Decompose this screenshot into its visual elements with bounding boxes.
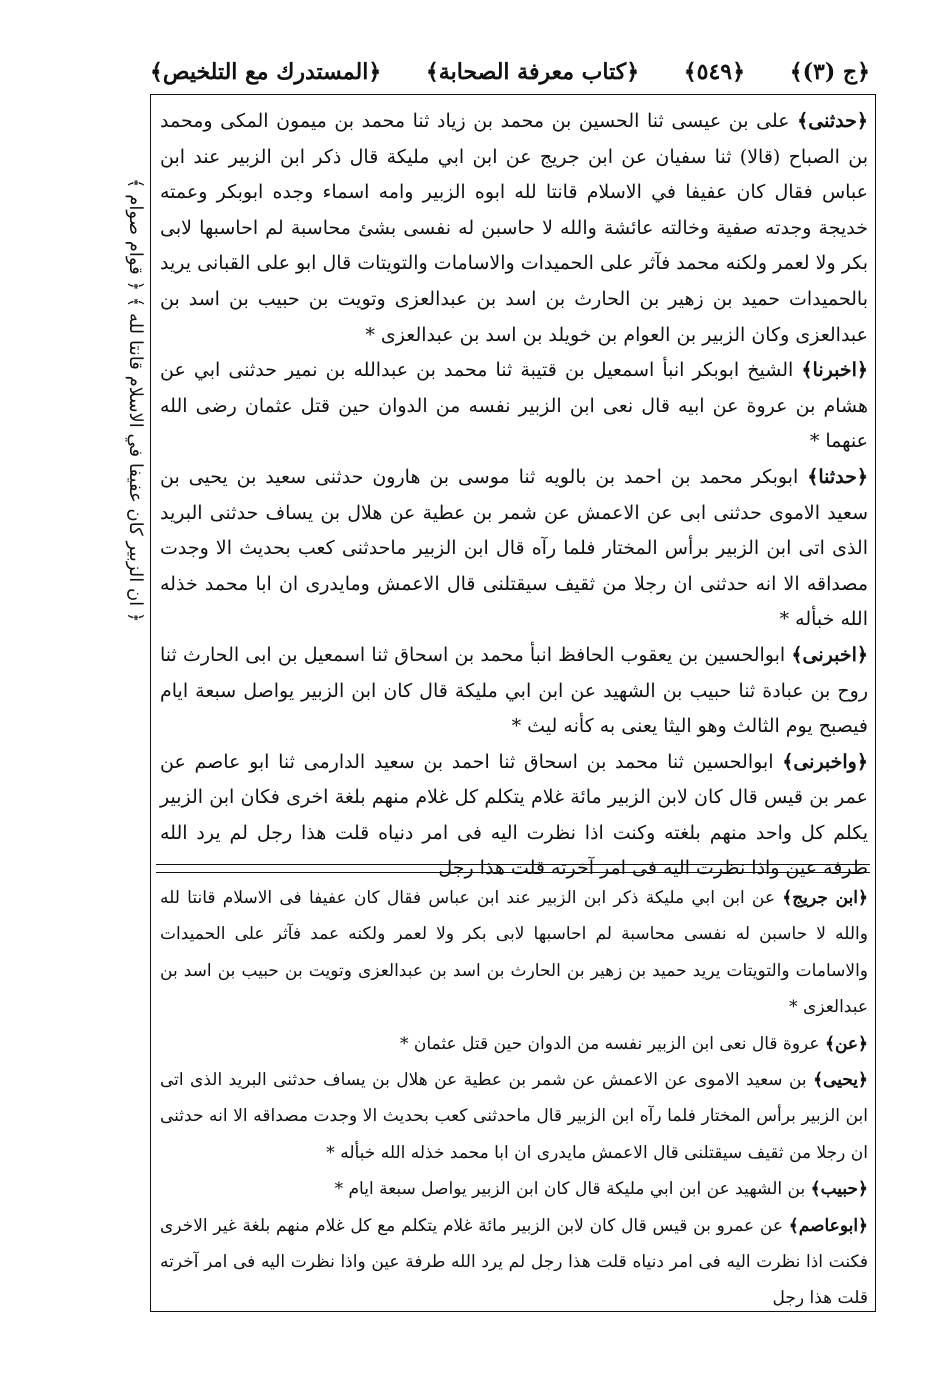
main-text [160,104,868,887]
note-text: عن عمرو بن قيس قال كان لابن الزبير مائة غلام يتكلم مع كل غلام منهم بلغة غير الاخرى فكنت اذا نظرت اليه فى امر دنياه قلت هذا رجل لم يرد الله طرفة عين واذا نظرت اليه فى امر آخرته قلت هذا رجل [160,1215,868,1309]
paragraph-label: ﴿واخبرنى﴾ [782,750,868,773]
running-header [150,50,870,94]
paragraph-text: ابوالحسين بن يعقوب الحافظ انبأ محمد بن اسحاق ثنا اسمعيل بن ابى الحارث ثنا روح بن عبادة ثنا حبيب بن الشهيد عن ابن ابي مليكة قال كان ابن الزبير يواصل سبعة ايام فيصبح يوم الثالث وهو اليثا يعنى به كأنه ليث * [160,643,868,738]
paragraph-label: ﴿اخبرنى﴾ [791,643,868,666]
hadith-paragraph [160,638,868,745]
note-text: عن ابن ابي مليكة ذكر ابن الزبير عند ابن عباس فقال كان عفيفا فى الاسلام قانتا لله والله لا حاسبن له نفسى محاسبة لم احاسبها لابى بكر ولا لعمر ولكنه عمد فآثر على الحميدات والاسامات والتويتات يريد حميد بن زهير بن الحارث بن اسد بن عبدالعزى وتويت بن حبيب بن اسد بن عبدالعزى * [160,888,868,1018]
note-label: ﴿حبيب﴾ [810,1179,868,1200]
paragraph-text: ابوالحسين ثنا محمد بن اسحاق ثنا احمد بن سعيد الدارمى ثنا ابو عاصم عن عمر بن قيس قال كان لابن الزبير مائة غلام يتكلم كل غلام منهم بلغة اخرى فكان ابن الزبير يكلم كل واحد منهم بلغته وكنت اذا نظرت اليه فى امر دنياه قلت هذا رجل لم يرد الله طرفة عين واذا نظرت اليه فى امر آخرته قلت هذا رجل [160,750,868,880]
paragraph-label: ﴿اخبرنا﴾ [801,359,868,382]
note-text: عروة قال نعى ابن الزبير نفسه من الدوان حين قتل عثمان * [399,1033,820,1054]
hadith-paragraph [160,460,868,638]
note-paragraph [160,1062,868,1171]
margin-note: ﴿ ان الزبير كان عفيفا في الاسلام قانتا لله ﴾ ﴿ قوام صوام ﴾ [125,177,146,623]
header-page-number: ﴿٥٤٩﴾ [683,59,746,85]
paragraph-text: على بن عيسى ثنا الحسين بن محمد بن زياد ثنا محمد بن ميمون المكى ومحمد بن الصباح (قالا) ثنا سفيان عن ابن جريج عن ابن ابي مليكة قال ذكر ابن الزبير عند ابن عباس فقال كان عفيفا في الاسلام قانتا لله ابوه الزبير وامه اسماء وجده ابوبكر وعمته خديجة وجدته صفية وخالته عائشة والله لا حاسبن له نفسى بشئ محاسبة لم احاسبها لابى بكر ولا لعمر ولكنه محمد فآثر على الحميدات والاسامات والتويتات قال ابو على القبانى يريد بالحميدات حميد بن زهير بن الحارث بن اسد بن عبدالعزى وتويت بن حبيب بن اسد بن عبدالعزى وكان الزبير بن العوام بن خويلد بن اسد بن عبدالعزى * [160,110,868,346]
note-label: ﴿ابوعاصم﴾ [788,1215,869,1236]
note-label: ﴿يحيى﴾ [813,1070,868,1091]
note-paragraph [160,1026,868,1062]
note-paragraph [160,880,868,1026]
hadith-paragraph [160,745,868,887]
paragraph-text: الشيخ ابوبكر انبأ اسمعيل بن قتيبة ثنا محمد بن عبدالله بن نمير حدثنى ابي عن هشام بن عروة عن ابيه قال نعى ابن الزبير نفسه من الدوان حين قتل عثمان رضى الله عنهما * [160,359,868,453]
hadith-paragraph [160,104,868,353]
header-volume: ﴿ج (٣)﴾ [789,59,870,85]
note-text: بن سعيد الاموى عن الاعمش عن شمر بن عطية عن هلال بن يساف حدثنى البريد الذى اتى ابن الزبير برأس المختار فلما رآه ابن الزبير قال ماحدثنى كعب بحديث الا وجدت مصداقه الا انه حدثنى ان رجلا من ثقيف سيقتلنى قال الاعمش مايدرى ان ابا محمد خذله الله خبأله * [160,1070,868,1163]
header-book: ﴿كتاب معرفة الصحابة﴾ [425,59,640,85]
note-paragraph [160,1171,868,1207]
paragraph-text: ابوبكر محمد بن احمد بن بالويه ثنا موسى بن هارون حدثنى سعيد بن يحيى بن سعيد الاموى حدثنى ابى عن الاعمش عن شمر بن عطية عن هلال بن يساف حدثنى البريد الذى اتى ابن الزبير برأس المختار فلما رآه قال ابن الزبير ماحدثنى كعب بحديث الا وجدت مصداقه الا انه حدثنى ان رجلا من ثقيف سيقتلنى قال الاعمش ومايدرى ان ابا محمد خذله الله خبأله * [160,465,868,631]
note-text: بن الشهيد عن ابن ابي مليكة قال كان ابن الزبير يواصل سبعة ايام * [334,1179,806,1200]
note-paragraph [160,1208,868,1317]
header-title: ﴿المستدرك مع التلخيص﴾ [150,59,382,85]
section-divider [156,872,870,873]
paragraph-label: ﴿حدثنا﴾ [807,465,868,488]
note-label: ﴿عن﴾ [824,1033,868,1054]
paragraph-label: ﴿حدثنى﴾ [797,110,868,132]
talkhis-notes [160,880,868,1317]
hadith-paragraph [160,353,868,460]
section-divider [156,864,870,865]
note-label: ﴿ابن جريج﴾ [782,888,868,908]
